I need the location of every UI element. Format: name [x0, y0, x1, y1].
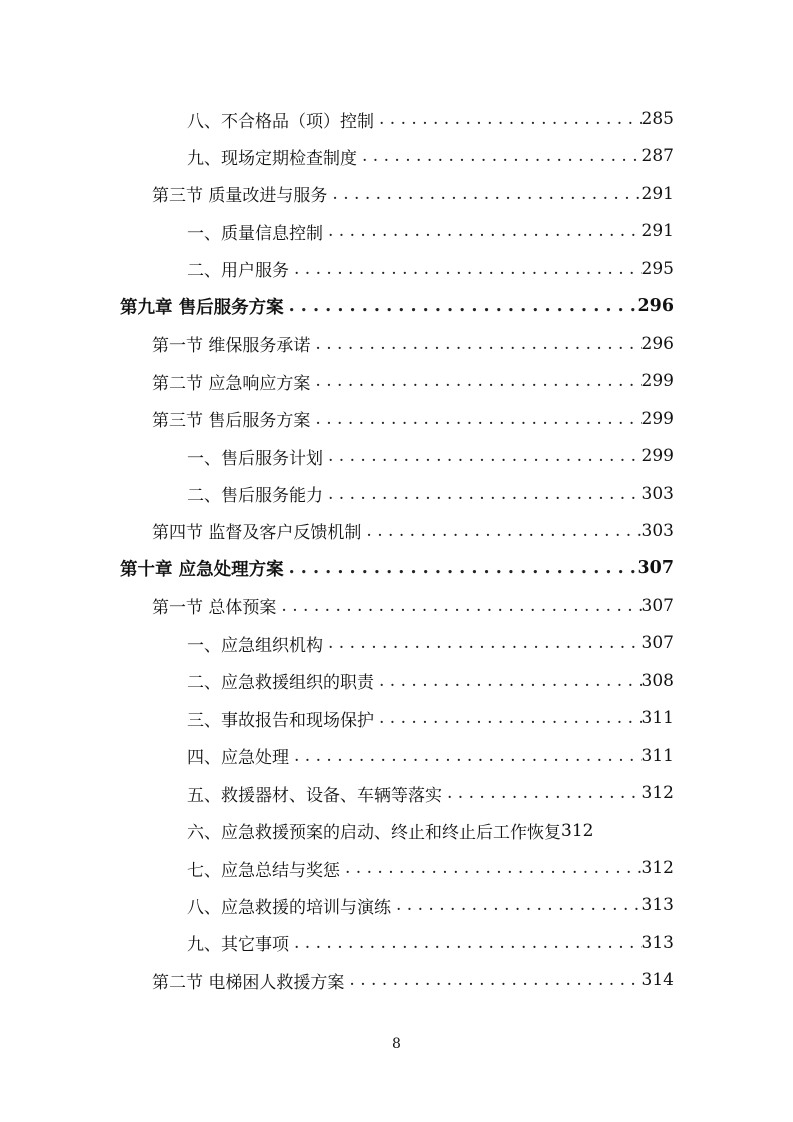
toc-entry-page: 295 [641, 258, 674, 279]
dot-leader [323, 446, 642, 466]
dot-leader [289, 933, 642, 953]
toc-section-entry[interactable] [152, 367, 674, 395]
dot-leader [284, 558, 638, 578]
dot-leader [374, 708, 642, 728]
toc-entry-title: 六、应急救援预案的启动、终止和终止后工作恢复 [187, 823, 561, 844]
toc-subsection-entry[interactable] [187, 105, 674, 133]
toc-entry-page: 299 [641, 408, 674, 429]
dot-leader [276, 596, 641, 616]
dot-leader [391, 895, 642, 915]
toc-entry-title: 八、应急救援的培训与演练 [187, 897, 391, 918]
toc-subsection-entry[interactable] [187, 854, 674, 882]
toc-chapter-entry[interactable] [120, 554, 674, 582]
dot-leader [310, 334, 641, 354]
dot-leader [284, 296, 638, 316]
toc-entry-page: 285 [641, 109, 674, 129]
toc-subsection-entry[interactable] [187, 891, 674, 919]
toc-entry-title: 第三节 售后服务方案 [152, 411, 311, 432]
toc-entry-page: 303 [641, 483, 674, 504]
toc-entry-page: 296 [637, 296, 674, 317]
toc-subsection-entry[interactable] [187, 742, 674, 770]
toc-entry-page: 291 [641, 221, 674, 242]
toc-section-entry[interactable] [152, 330, 674, 358]
toc-subsection-entry[interactable] [187, 929, 674, 957]
dot-leader [289, 259, 642, 279]
toc-subsection-entry[interactable] [187, 667, 674, 695]
toc-entry-title: 二、应急救援组织的职责 [187, 673, 374, 694]
toc-subsection-entry[interactable] [187, 255, 674, 283]
toc-entry-page: 312 [641, 783, 674, 804]
dot-leader [327, 184, 641, 204]
toc-entry-title: 二、售后服务能力 [187, 486, 323, 506]
dot-leader [323, 633, 642, 653]
toc-entry-title: 二、用户服务 [187, 261, 289, 282]
toc-subsection-entry[interactable] [187, 442, 674, 470]
dot-leader [374, 671, 642, 691]
toc-subsection-entry[interactable] [187, 142, 674, 170]
toc-entry-title: 三、事故报告和现场保护 [187, 710, 374, 731]
toc-subsection-entry[interactable] [187, 217, 674, 245]
toc-entry-title: 第一节 总体预案 [152, 598, 277, 619]
toc-entry-title: 第二节 电梯困人救援方案 [152, 972, 345, 993]
toc-entry-page: 299 [641, 371, 674, 392]
toc-entry-page: 311 [641, 708, 674, 729]
toc-entry-page: 314 [641, 970, 674, 991]
toc-entry-page: 307 [641, 633, 674, 654]
toc-subsection-entry[interactable] [187, 480, 674, 508]
toc-entry-title: 九、现场定期检查制度 [187, 148, 357, 169]
toc-entry-page: 291 [641, 183, 674, 204]
toc-entry-title: 四、应急处理 [187, 748, 289, 769]
toc-entry-title: 第三节 质量改进与服务 [152, 186, 328, 207]
dot-leader [310, 371, 641, 391]
toc-entry-page: 312 [561, 820, 594, 841]
toc-subsection-entry[interactable] [187, 704, 674, 732]
toc-entry-page: 296 [641, 333, 674, 354]
toc-section-entry[interactable] [152, 405, 674, 433]
dot-leader [340, 858, 642, 878]
toc-entry-title: 第九章 售后服务方案 [120, 297, 284, 318]
toc-subsection-entry[interactable] [187, 629, 674, 657]
toc-entry-page: 299 [641, 446, 674, 467]
toc-entry-title: 一、质量信息控制 [187, 223, 323, 244]
page-number: 8 [392, 1036, 401, 1052]
toc-section-entry[interactable] [152, 966, 674, 994]
dot-leader [442, 783, 642, 803]
toc-entry-page: 308 [641, 670, 674, 691]
toc-entry-title: 第二节 应急响应方案 [152, 373, 311, 394]
dot-leader [344, 970, 641, 990]
toc-entry-page: 312 [641, 858, 674, 878]
toc-section-entry[interactable] [152, 592, 674, 620]
toc-subsection-entry[interactable] [187, 779, 674, 807]
toc-chapter-entry[interactable] [120, 292, 674, 320]
toc-entry-page: 307 [637, 558, 674, 579]
toc-entry-page: 303 [641, 520, 674, 541]
dot-leader [289, 746, 642, 766]
toc-entry-title: 九、其它事项 [187, 935, 289, 956]
dot-leader [310, 409, 641, 429]
dot-leader [374, 109, 642, 129]
dot-leader [357, 146, 642, 166]
toc-entry-title: 八、不合格品（项）控制 [187, 111, 374, 132]
toc-entry-page: 311 [641, 745, 674, 766]
toc-entry-page: 287 [641, 146, 674, 167]
dot-leader [323, 221, 642, 241]
toc-entry-title: 第一节 维保服务承诺 [152, 336, 311, 357]
dot-leader [361, 521, 641, 541]
toc-section-entry[interactable] [152, 180, 674, 208]
toc-entry-page: 313 [641, 895, 674, 916]
dot-leader [323, 484, 642, 504]
toc-entry-title: 第四节 监督及客户反馈机制 [152, 523, 362, 544]
toc-section-entry[interactable] [152, 517, 674, 545]
toc-entry-page: 313 [641, 932, 674, 953]
toc-subsection-entry[interactable] [187, 817, 686, 845]
toc-entry-title: 一、应急组织机构 [187, 635, 323, 656]
toc-entry-title: 五、救援器材、设备、车辆等落实 [187, 785, 442, 806]
toc-entry-page: 307 [641, 595, 674, 616]
toc-entry-title: 第十章 应急处理方案 [120, 559, 284, 580]
toc-entry-title: 一、售后服务计划 [187, 448, 323, 469]
toc-entry-title: 七、应急总结与奖惩 [187, 860, 340, 881]
